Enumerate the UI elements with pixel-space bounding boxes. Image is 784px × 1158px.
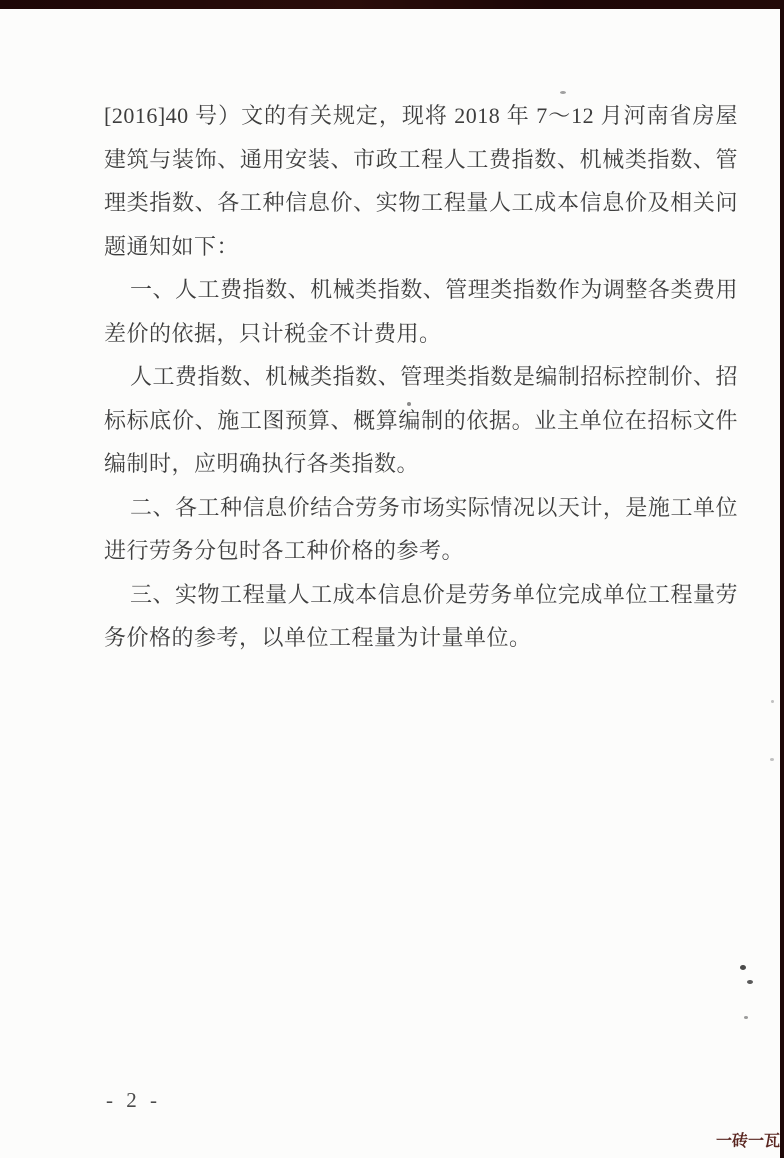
watermark-yizhuanyiwa: 一砖一瓦: [716, 1133, 781, 1150]
scan-speck: [771, 700, 774, 703]
scan-speck: [740, 965, 746, 970]
document-paragraph: 一、人工费指数、机械类指数、管理类指数作为调整各类费用差价的依据，只计税金不计费用。: [104, 277, 738, 346]
scan-edge-top-band: [0, 0, 784, 9]
document-paragraph: [2016]40 号）文的有关规定，现将 2018 年 7～12 月河南省房屋建筑与装饰、通用安装、市政工程人工费指数、机械类指数、管理类指数、各工种信息价、实物工程量人工成本信息价及相关问题通知如下：: [104, 103, 738, 259]
scan-speck: [744, 1016, 748, 1019]
document-paragraph: 人工费指数、机械类指数、管理类指数是编制招标控制价、招标标底价、施工图预算、概算编制的依据。业主单位在招标文件编制时，应明确执行各类指数。: [104, 364, 738, 476]
scan-speck: [747, 980, 753, 984]
scan-edge-right-band: [780, 0, 784, 1158]
document-body: [104, 94, 738, 660]
scan-speck: [770, 758, 774, 761]
page-number: - 2 -: [106, 1088, 161, 1112]
document-paragraph: 二、各工种信息价结合劳务市场实际情况以天计，是施工单位进行劳务分包时各工种价格的参考。: [104, 494, 738, 563]
document-paragraph: 三、实物工程量人工成本信息价是劳务单位完成单位工程量劳务价格的参考，以单位工程量为计量单位。: [104, 581, 738, 650]
scan-speck: [407, 402, 411, 406]
scan-speck: [560, 91, 566, 94]
